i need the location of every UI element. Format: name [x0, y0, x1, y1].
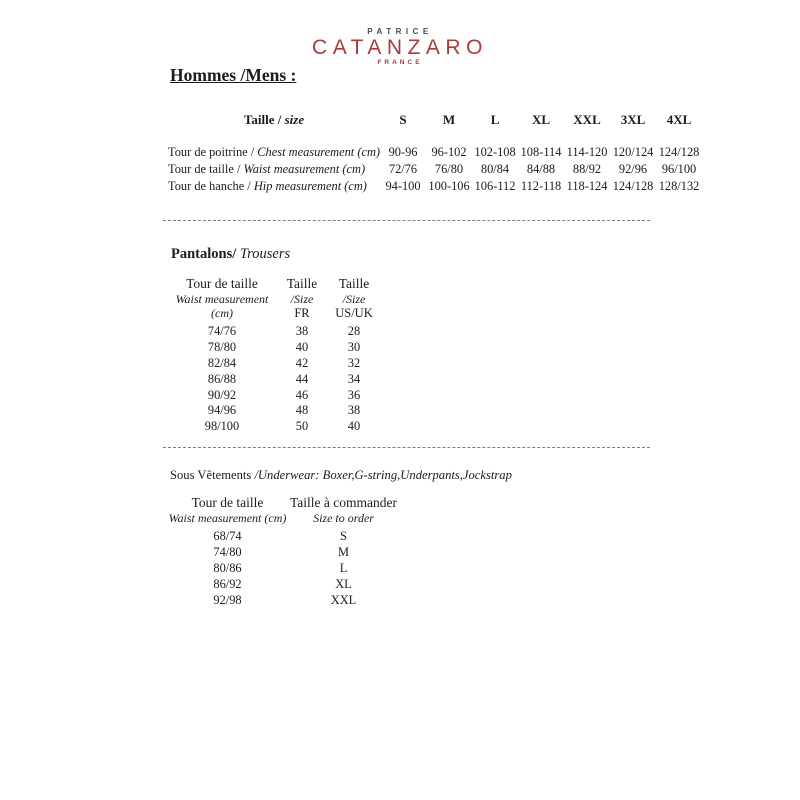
- table-cell: 106-112: [474, 179, 516, 193]
- brand-logo-france: FRANCE: [377, 59, 423, 66]
- table-cell: 44: [295, 371, 309, 386]
- table-cell: 38: [295, 324, 309, 339]
- size-table-header-row: [168, 112, 702, 144]
- table-cell: 96-102: [431, 145, 467, 159]
- section-title-underwear: Sous Vêtements /Underwear: Boxer,G-string,Underpants,Jockstrap: [170, 468, 512, 482]
- brand-logo-catanzaro: CATANZARO: [312, 36, 488, 59]
- trousers-col3-header: Taille /Size US/UK: [335, 276, 373, 320]
- trousers-size-table: [163, 276, 385, 435]
- row-label: Tour de hanche / Hip measurement (cm): [168, 179, 367, 193]
- brand-logo-patrice: PATRICE: [367, 27, 433, 36]
- table-cell: 90/92: [207, 387, 237, 402]
- underwear-header-row: [165, 495, 397, 528]
- table-row: [165, 560, 397, 576]
- size-col-header: XXL: [573, 112, 601, 127]
- table-row: [163, 419, 385, 435]
- size-col-header: M: [442, 112, 456, 127]
- table-cell: 86/88: [207, 371, 237, 386]
- table-cell: 72/76: [388, 162, 418, 176]
- table-cell: 94-100: [385, 179, 421, 193]
- table-cell: 34: [347, 371, 361, 386]
- table-cell: 78/80: [207, 340, 237, 355]
- table-row: [163, 356, 385, 372]
- trousers-header-row: [163, 276, 385, 324]
- table-cell: 80/86: [213, 560, 242, 575]
- table-row: [165, 528, 397, 544]
- table-cell: 90-96: [388, 145, 418, 159]
- table-cell: 98/100: [204, 419, 240, 434]
- table-row-waist: [168, 161, 702, 178]
- table-cell: 42: [295, 355, 309, 370]
- size-col-header: S: [399, 112, 407, 127]
- table-cell: XXL: [330, 592, 357, 607]
- table-cell: L: [339, 560, 348, 575]
- table-row: [165, 592, 397, 608]
- table-row: [165, 576, 397, 592]
- underwear-size-table: [165, 495, 397, 608]
- size-col-header: 4XL: [666, 112, 692, 127]
- table-cell: 88/92: [572, 162, 602, 176]
- table-cell: 112-118: [520, 179, 562, 193]
- table-row: [163, 340, 385, 356]
- table-cell: 40: [295, 340, 309, 355]
- table-cell: 108-114: [520, 145, 562, 159]
- table-cell: 36: [347, 387, 361, 402]
- table-cell: 100-106: [428, 179, 470, 193]
- trousers-col1-header: Tour de taille Waist measurement (cm): [175, 276, 269, 320]
- table-cell: 74/76: [207, 324, 237, 339]
- table-cell: 102-108: [474, 145, 516, 159]
- table-cell: 40: [347, 419, 361, 434]
- table-cell: 46: [295, 387, 309, 402]
- mens-size-table: [168, 112, 702, 195]
- table-cell: 94/96: [207, 403, 237, 418]
- table-cell: 96/100: [661, 162, 697, 176]
- table-cell: 76/80: [434, 162, 464, 176]
- table-cell: 68/74: [213, 528, 242, 543]
- table-cell: 118-124: [566, 179, 608, 193]
- table-cell: 120/124: [612, 145, 654, 159]
- table-cell: 84/88: [526, 162, 556, 176]
- row-label: Tour de poitrine / Chest measurement (cm): [168, 145, 381, 159]
- table-row: [163, 371, 385, 387]
- table-cell: 92/98: [213, 592, 242, 607]
- table-cell: 38: [347, 403, 361, 418]
- underwear-col2-header: Taille à commander Size to order: [290, 495, 398, 525]
- table-cell: 32: [347, 355, 361, 370]
- table-row: [163, 324, 385, 340]
- table-cell: S: [340, 528, 347, 543]
- table-row: [163, 387, 385, 403]
- table-cell: 124/128: [612, 179, 654, 193]
- table-row-hip: [168, 178, 702, 195]
- section-heading-mens: Hommes /Mens :: [170, 65, 297, 85]
- dashed-divider: [163, 447, 650, 448]
- table-cell: 128/132: [658, 179, 700, 193]
- table-cell: M: [337, 544, 350, 559]
- trousers-col2-header: Taille /Size FR: [286, 276, 318, 320]
- table-cell: 50: [295, 419, 309, 434]
- dashed-divider: [163, 220, 650, 221]
- table-row: [165, 544, 397, 560]
- table-cell: 28: [347, 324, 361, 339]
- underwear-col1-header: Tour de taille Waist measurement (cm): [168, 495, 287, 525]
- table-cell: 114-120: [566, 145, 608, 159]
- table-cell: 80/84: [480, 162, 510, 176]
- table-row: [163, 403, 385, 419]
- row-label: Tour de taille / Waist measurement (cm): [168, 162, 366, 176]
- table-cell: 48: [295, 403, 309, 418]
- size-col-header: 3XL: [620, 112, 646, 127]
- size-table-header-label: Taille / size: [243, 112, 305, 127]
- table-cell: 82/84: [207, 355, 237, 370]
- table-row-chest: [168, 144, 702, 161]
- table-cell: 92/96: [618, 162, 648, 176]
- table-cell: 74/80: [213, 544, 242, 559]
- section-title-trousers: Pantalons/ Trousers: [171, 246, 291, 262]
- table-cell: 124/128: [658, 145, 700, 159]
- table-cell: 30: [347, 340, 361, 355]
- table-cell: 86/92: [213, 576, 242, 591]
- table-cell: XL: [335, 576, 352, 591]
- size-col-header: L: [490, 112, 500, 127]
- size-col-header: XL: [532, 112, 551, 127]
